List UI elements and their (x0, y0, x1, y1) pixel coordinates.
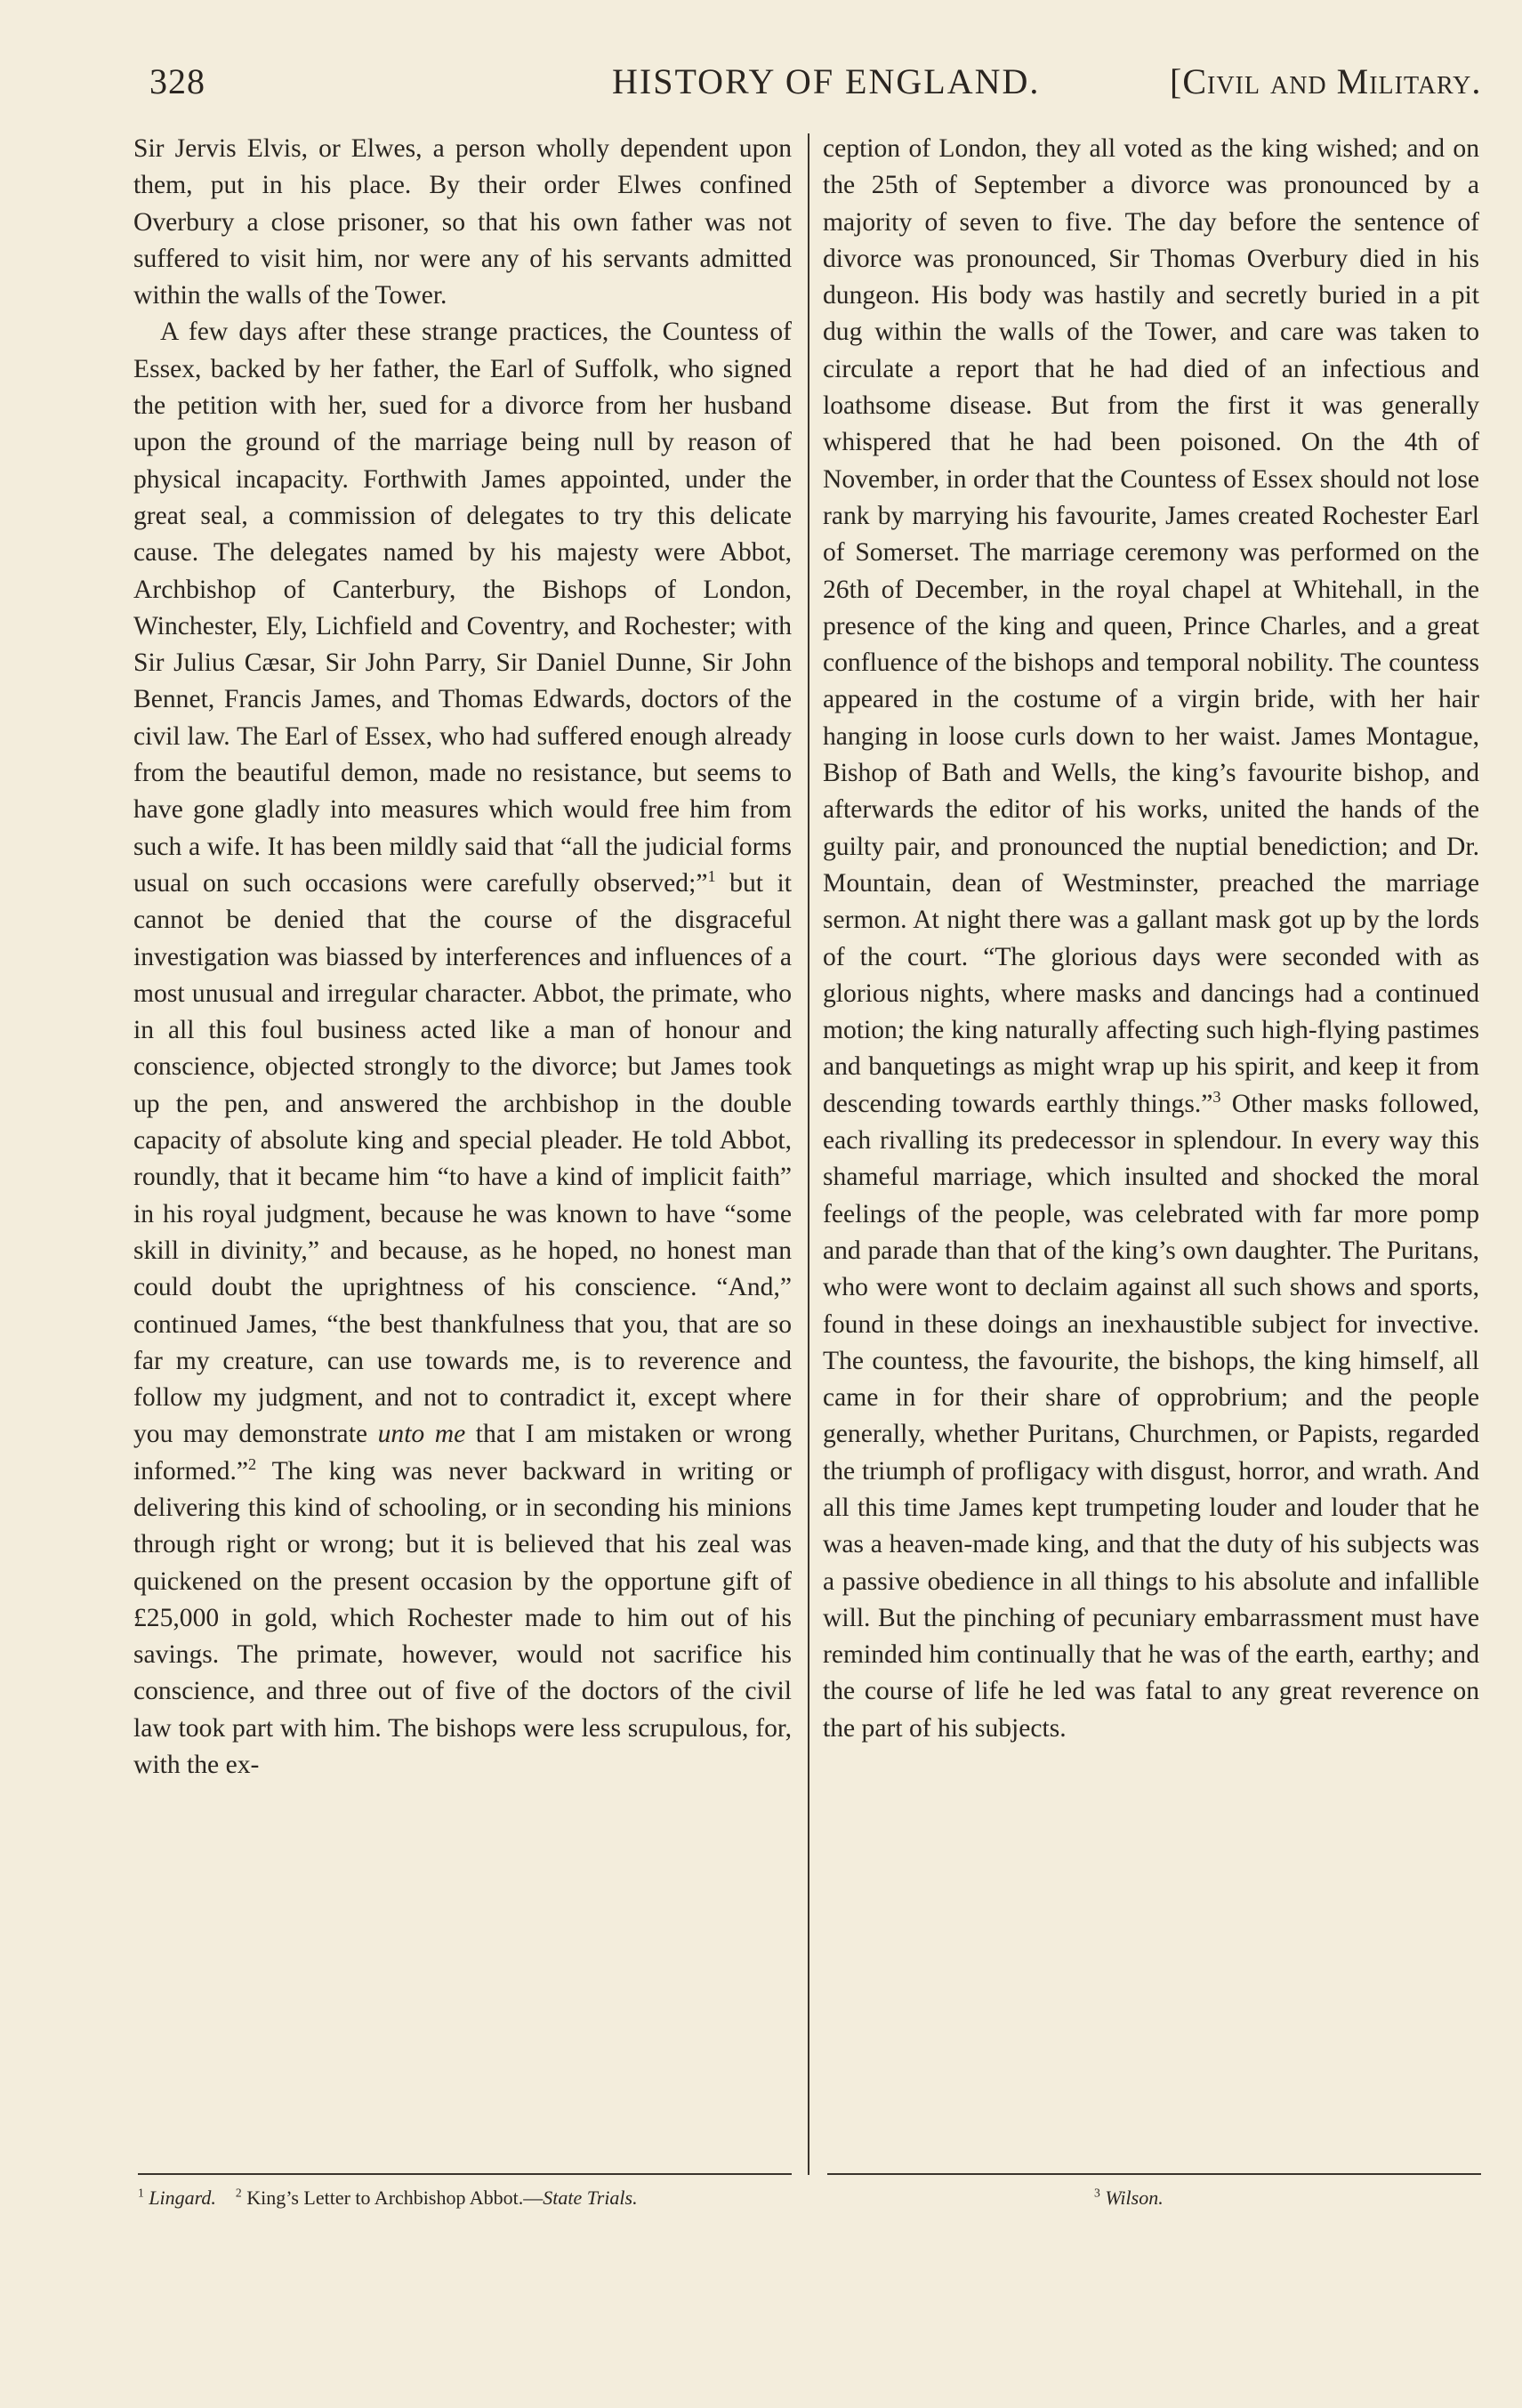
section-title: [Civil and Military. (1170, 61, 1482, 101)
running-title: HISTORY OF ENGLAND. (612, 61, 1041, 101)
running-header (149, 60, 1495, 107)
column-divider (808, 133, 809, 2175)
paragraph-overbury-prison: Sir Jervis Elvis, or Elwes, a person wholly dependent upon them, put in his place. By their order Elwes confined Overbury a close prisoner, so that his own father was not suffered to visit him, nor were any of his servants admitted within the walls of the Tower. (133, 134, 792, 310)
footnote-rule-right (827, 2173, 1481, 2175)
page-number: 328 (149, 61, 205, 101)
footnotes-right (1094, 2185, 1468, 2211)
footnote-ref-1: 1 (707, 867, 716, 886)
footnote-3: Wilson. (1105, 2187, 1164, 2209)
paragraph-divorce: A few days after these strange practices, the Countess of Essex, backed by her father, the Earl of Suffolk, who signed the petition with her, sued for a divorce from her husband upon the ground of the marriage being null by reason of physical incapacity. Forthwith James appointed, under the great seal, a commission of delegates to try this delicate cause. The delegates named by his majesty were Abbot, Archbishop of Canterbury, the Bishops of London, Winchester, Ely, Lichfield and Coventry, and Rochester; with Sir Julius Cæsar, Sir John Parry, Sir Daniel Dunne, Sir John Bennet, Francis James, and Thomas Edwards, doctors of the civil law. The Earl of Essex, who had suffered enough already from the beautiful demon, made no resistance, but seems to have gone gladly into measures which would free him from such a wife. It has been mildly said that “all the judicial forms usual on such occasions were carefully observed;”$^1$ but it cannot be denied that the course of the disgraceful investigation was biassed by interferences and influences of a most unusual and irregular character. Abbot, the primate, who in all this foul business acted like a man of honour and conscience, objected strongly to the divorce; but James took up the pen, and answered the archbishop in the double capacity of absolute king and special pleader. He told Abbot, roundly, that it became him “to have a kind of implicit faith” in his royal judgment, because he was known to have “some skill in divinity,” and because, as he hoped, no honest man could doubt the uprightness of his conscience. “And,” continued James, “the best thankfulness that you, that are so far my creature, can use towards me, is to reverence and follow my judgment, and not to contradict it, except where you may demonstrate unto me that I am mistaken or wrong informed.”$^2$ The king was never backward in writing or delivering this kind of schooling, or in seconding his minions through right or wrong; but it is believed that his zeal was quickened on the present occasion by the opportune gift of £25,000 in gold, which Rochester made to him out of his savings. The primate, however, would not sacrifice his conscience, and three out of five of the doctors of the civil law took part with him. The bishops were less scrupulous, for, with the ex- (133, 318, 792, 1780)
paragraph-marriage: ception of London, they all voted as the king wished; and on the 25th of September a divorce was pronounced by a majority of seven to five. The day before the sentence of divorce was pronounced, Sir Thomas Overbury died in his dungeon. His body was hastily and secretly buried in a pit dug within the walls of the Tower, and care was taken to circulate a report that he had died of an infectious and loathsome disease. But from the first it was generally whispered that he had been poisoned. On the 4th of November, in order that the Countess of Essex should not lose rank by marrying his favourite, James created Rochester Earl of Somerset. The marriage ceremony was performed on the 26th of December, in the royal chapel at Whitehall, in the presence of the king and queen, Prince Charles, and a great confluence of the bishops and temporal nobility. The countess appeared in the costume of a virgin bride, with her hair hanging in loose curls down to her waist. James Montague, Bishop of Bath and Wells, the king’s favourite bishop, and afterwards the editor of his works, united the hands of the guilty pair, and pronounced the nuptial benediction; and Dr. Mountain, dean of Westminster, preached the marriage sermon. At night there was a gallant mask got up by the lords of the court. “The glorious days were seconded with as glorious nights, where masks and dancings had a continued motion; the king naturally affecting such high-flying pastimes and banquetings as might wrap up his spirit, and keep it from descending towards earthly things.”$^3$ Other masks followed, each rivalling its predecessor in splendour. In every way this shameful marriage, which insulted and shocked the moral feelings of the people, was celebrated with far more pomp and parade than that of the king’s own daughter. The Puritans, who were wont to declaim against all such shows and sports, found in these doings an inexhaustible subject for invective. The countess, the favourite, the bishops, the king himself, all came in for their share of opprobrium; and the people generally, whether Puritans, Churchmen, or Papists, regarded the triumph of profligacy with disgust, horror, and wrath. And all this time James kept trumpeting louder and louder that he was a heaven-made king, and that the duty of his subjects was a passive obedience in all things to his absolute and infallible will. But the pinching of pecuniary embarrassment must have reminded him continually that he was of the earth, earthy; and the course of life he led was fatal to any great reverence on the part of his subjects. (823, 134, 1479, 1743)
footnote-number-1: 1 (138, 2186, 144, 2200)
footnote-number-3: 3 (1094, 2186, 1100, 2200)
footnotes-left (138, 2185, 792, 2211)
footnote-1: Lingard. (149, 2187, 216, 2209)
footnote-rule-left (138, 2173, 792, 2175)
footnote-number-2: 2 (235, 2186, 242, 2200)
footnote-ref-3: 3 (1212, 1087, 1221, 1106)
right-column (823, 131, 1479, 1747)
footnote-ref-2: 2 (248, 1454, 257, 1473)
left-column (133, 131, 792, 1784)
footnote-2: King’s Letter to Archbishop Abbot.—State Trials. (246, 2187, 638, 2209)
